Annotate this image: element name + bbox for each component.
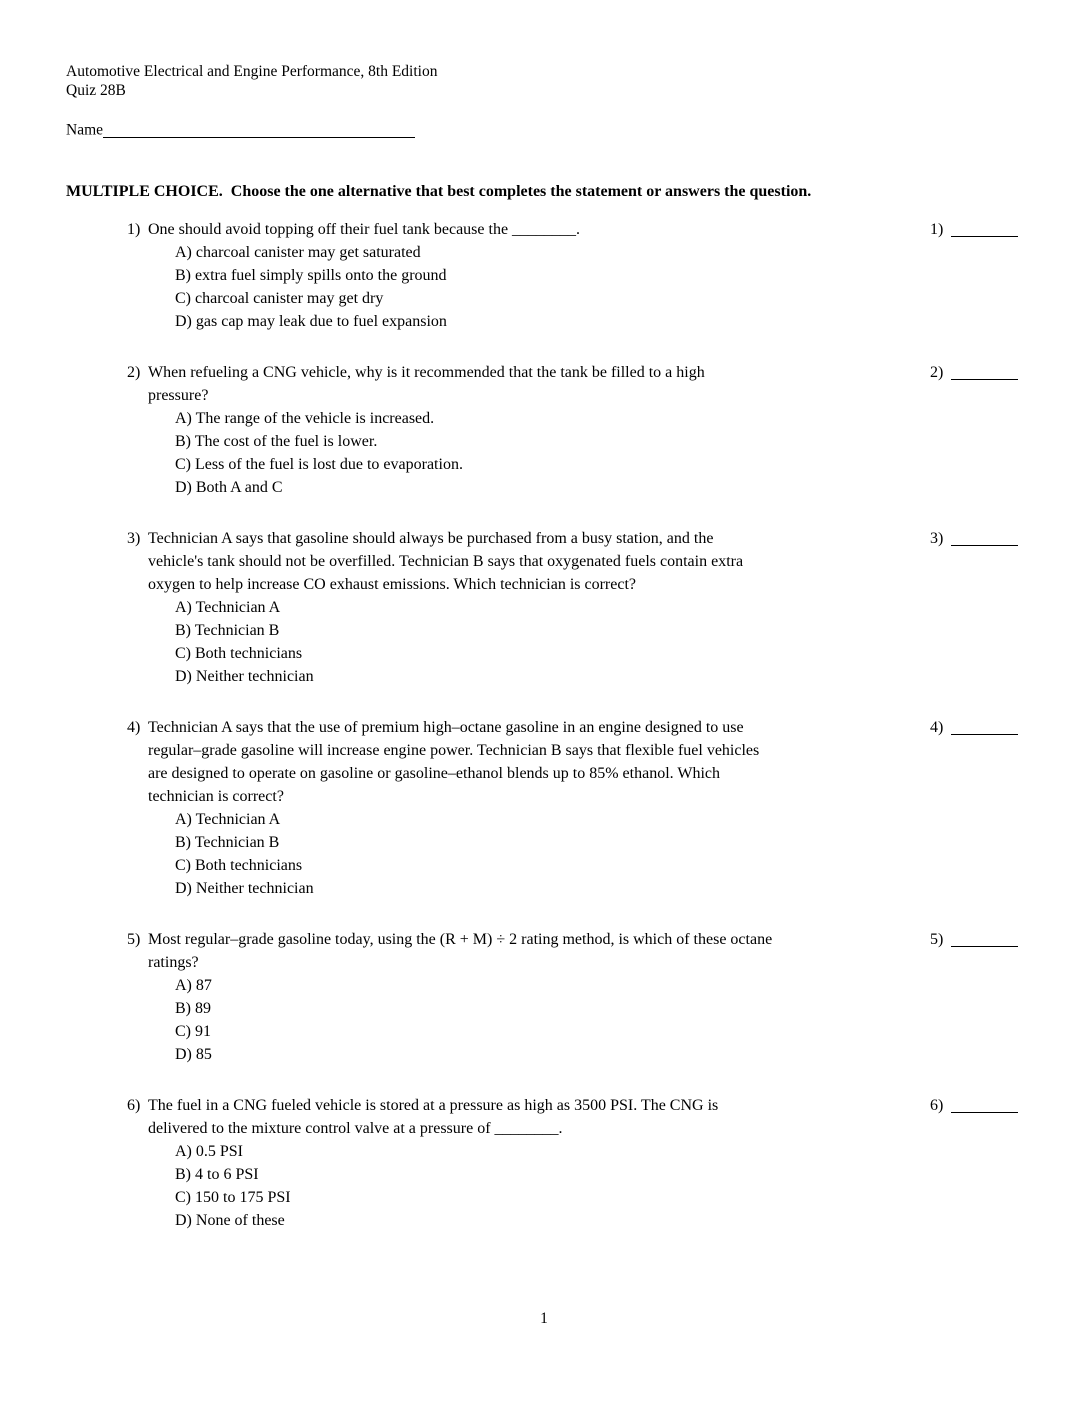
- option-a: A) The range of the vehicle is increased.: [175, 410, 435, 427]
- answer-blank-line: [951, 220, 1018, 237]
- option-b: B) 89: [175, 1000, 211, 1017]
- questions-list: [0, 218, 1088, 1232]
- quiz-title: Quiz 28B: [66, 82, 126, 99]
- option-c: C) 150 to 175 PSI: [175, 1189, 291, 1206]
- option-b: B) extra fuel simply spills onto the ground: [175, 267, 447, 284]
- options-list: [127, 808, 1088, 900]
- option-c: C) Both technicians: [175, 857, 303, 874]
- option-c: C) Less of the fuel is lost due to evaporation.: [175, 456, 463, 473]
- question-text-line: pressure?: [148, 387, 209, 404]
- question-block-1: [0, 218, 1088, 333]
- answer-blank-line: [951, 1096, 1018, 1113]
- options-list: [127, 596, 1088, 688]
- option-b: B) The cost of the fuel is lower.: [175, 433, 378, 450]
- option-a: A) 0.5 PSI: [175, 1143, 244, 1160]
- question-block-2: [0, 361, 1088, 499]
- document-title: Automotive Electrical and Engine Performance, 8th Edition: [66, 63, 438, 80]
- option-c: C) Both technicians: [175, 645, 303, 662]
- option-a: A) 87: [175, 977, 212, 994]
- question-number: 2): [127, 364, 141, 381]
- name-blank-line: [103, 121, 415, 138]
- option-b: B) Technician B: [175, 622, 280, 639]
- question-block-3: [0, 527, 1088, 688]
- answer-number: 1): [930, 221, 944, 238]
- answer-blank-line: [951, 718, 1018, 735]
- document-header: [66, 62, 437, 100]
- option-b: B) 4 to 6 PSI: [175, 1166, 259, 1183]
- question-text: Technician A says that gasoline should always be purchased from a busy station, and the: [148, 530, 714, 547]
- option-d: D) None of these: [175, 1212, 285, 1229]
- page-number: 1: [540, 1310, 548, 1327]
- option-c: C) 91: [175, 1023, 211, 1040]
- answer-slot-6: [930, 1094, 1018, 1117]
- answer-number: 4): [930, 719, 944, 736]
- question-number: 6): [127, 1097, 141, 1114]
- options-list: [127, 1140, 1088, 1232]
- option-c: C) charcoal canister may get dry: [175, 290, 384, 307]
- answer-number: 6): [930, 1097, 944, 1114]
- question-text-line: technician is correct?: [148, 788, 284, 805]
- option-d: D) Both A and C: [175, 479, 283, 496]
- answer-slot-1: [930, 218, 1018, 241]
- question-number: 4): [127, 719, 141, 736]
- question-text-line: regular–grade gasoline will increase engine power. Technician B says that flexible fuel vehicles: [148, 742, 760, 759]
- options-list: [127, 974, 1088, 1066]
- question-text: When refueling a CNG vehicle, why is it recommended that the tank be filled to a high: [148, 364, 705, 381]
- option-b: B) Technician B: [175, 834, 280, 851]
- question-text-line: are designed to operate on gasoline or gasoline–ethanol blends up to 85% ethanol. Which: [148, 765, 720, 782]
- question-number: 5): [127, 931, 141, 948]
- options-list: [127, 241, 1088, 333]
- answer-number: 2): [930, 364, 944, 381]
- answer-blank-line: [951, 363, 1018, 380]
- option-d: D) 85: [175, 1046, 212, 1063]
- option-d: D) Neither technician: [175, 880, 314, 897]
- question-block-5: [0, 928, 1088, 1066]
- answer-number: 3): [930, 530, 944, 547]
- answer-blank-line: [951, 930, 1018, 947]
- answer-number: 5): [930, 931, 944, 948]
- option-d: D) gas cap may leak due to fuel expansion: [175, 313, 447, 330]
- question-number: 3): [127, 530, 141, 547]
- answer-blank-line: [951, 529, 1018, 546]
- question-text-line: delivered to the mixture control valve at a pressure of ________.: [148, 1120, 563, 1137]
- answer-slot-2: [930, 361, 1018, 384]
- answer-slot-3: [930, 527, 1018, 550]
- question-text-line: vehicle's tank should not be overfilled. Technician B says that oxygenated fuels contain extra: [148, 553, 744, 570]
- options-list: [127, 407, 1088, 499]
- option-a: A) Technician A: [175, 599, 281, 616]
- question-text: The fuel in a CNG fueled vehicle is stored at a pressure as high as 3500 PSI. The CNG is: [148, 1097, 719, 1114]
- question-number: 1): [127, 221, 141, 238]
- question-text: Most regular–grade gasoline today, using the (R + M) ÷ 2 rating method, is which of these octane: [148, 931, 773, 948]
- name-label: Name: [66, 121, 104, 139]
- question-text-line: ratings?: [148, 954, 199, 971]
- option-d: D) Neither technician: [175, 668, 314, 685]
- answer-slot-5: [930, 928, 1018, 951]
- section-instructions: MULTIPLE CHOICE. Choose the one alternative that best completes the statement or answers the question.: [66, 183, 812, 200]
- answer-slot-4: [930, 716, 1018, 739]
- question-text: One should avoid topping off their fuel tank because the ________.: [148, 221, 581, 238]
- option-a: A) charcoal canister may get saturated: [175, 244, 421, 261]
- option-a: A) Technician A: [175, 811, 281, 828]
- question-block-6: [0, 1094, 1088, 1232]
- name-row: [66, 121, 415, 140]
- question-text-line: oxygen to help increase CO exhaust emissions. Which technician is correct?: [148, 576, 636, 593]
- question-block-4: [0, 716, 1088, 900]
- question-text: Technician A says that the use of premium high–octane gasoline in an engine designed to use: [148, 719, 744, 736]
